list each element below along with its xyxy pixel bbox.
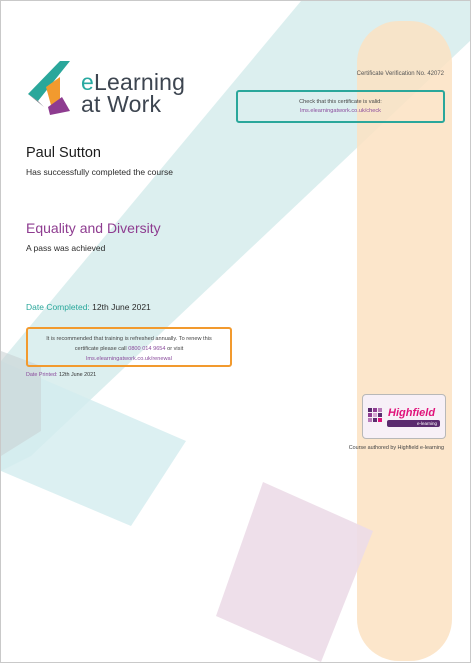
course-result: A pass was achieved: [26, 243, 106, 253]
date-completed-label: Date Completed:: [26, 302, 90, 312]
course-authored-text: Course authored by Highfield e-learning: [348, 445, 444, 451]
pink-block: [216, 482, 373, 662]
check-text: Check that this certificate is valid:: [299, 99, 382, 105]
highfield-name: Highfield: [388, 407, 436, 419]
refresh-text-2: certificate please call: [74, 346, 127, 352]
logo-learning: Learning: [94, 69, 186, 95]
logo-at-work: at Work: [81, 91, 162, 117]
validity-check-box: [236, 90, 445, 123]
date-printed: [26, 372, 96, 378]
refresh-line-2: [28, 344, 230, 354]
certificate-verification: [357, 71, 444, 77]
recipient-name: Paul Sutton: [26, 145, 101, 161]
refresh-text-3: or visit: [167, 346, 184, 352]
logo-e: e: [81, 69, 94, 95]
highfield-tagline: e-learning: [387, 420, 440, 427]
highfield-grid-icon: [368, 408, 384, 424]
date-completed: [26, 302, 151, 312]
check-link[interactable]: lms.elearningatwork.co.uk/check: [300, 108, 381, 114]
date-printed-value: 12th June 2021: [58, 372, 97, 378]
elearning-logo-icon: [26, 59, 76, 117]
refresh-text-1: It is recommended that training is refreshed annually. To renew this: [46, 336, 212, 342]
verification-number: 42072: [427, 71, 444, 77]
refresh-link[interactable]: lms.elearningatwork.co.uk/renewal: [86, 356, 172, 362]
date-printed-label: Date Printed:: [26, 372, 58, 378]
date-completed-value: 12th June 2021: [92, 302, 151, 312]
logo-wordmark: [81, 71, 185, 115]
refresh-phone[interactable]: 0800 014 9654: [128, 346, 166, 352]
course-title: Equality and Diversity: [26, 220, 161, 236]
completed-text: Has successfully completed the course: [26, 167, 173, 177]
highfield-logo: [362, 394, 446, 439]
refresh-notice-box: [26, 327, 232, 367]
verification-label: Certificate Verification No.: [356, 71, 426, 77]
